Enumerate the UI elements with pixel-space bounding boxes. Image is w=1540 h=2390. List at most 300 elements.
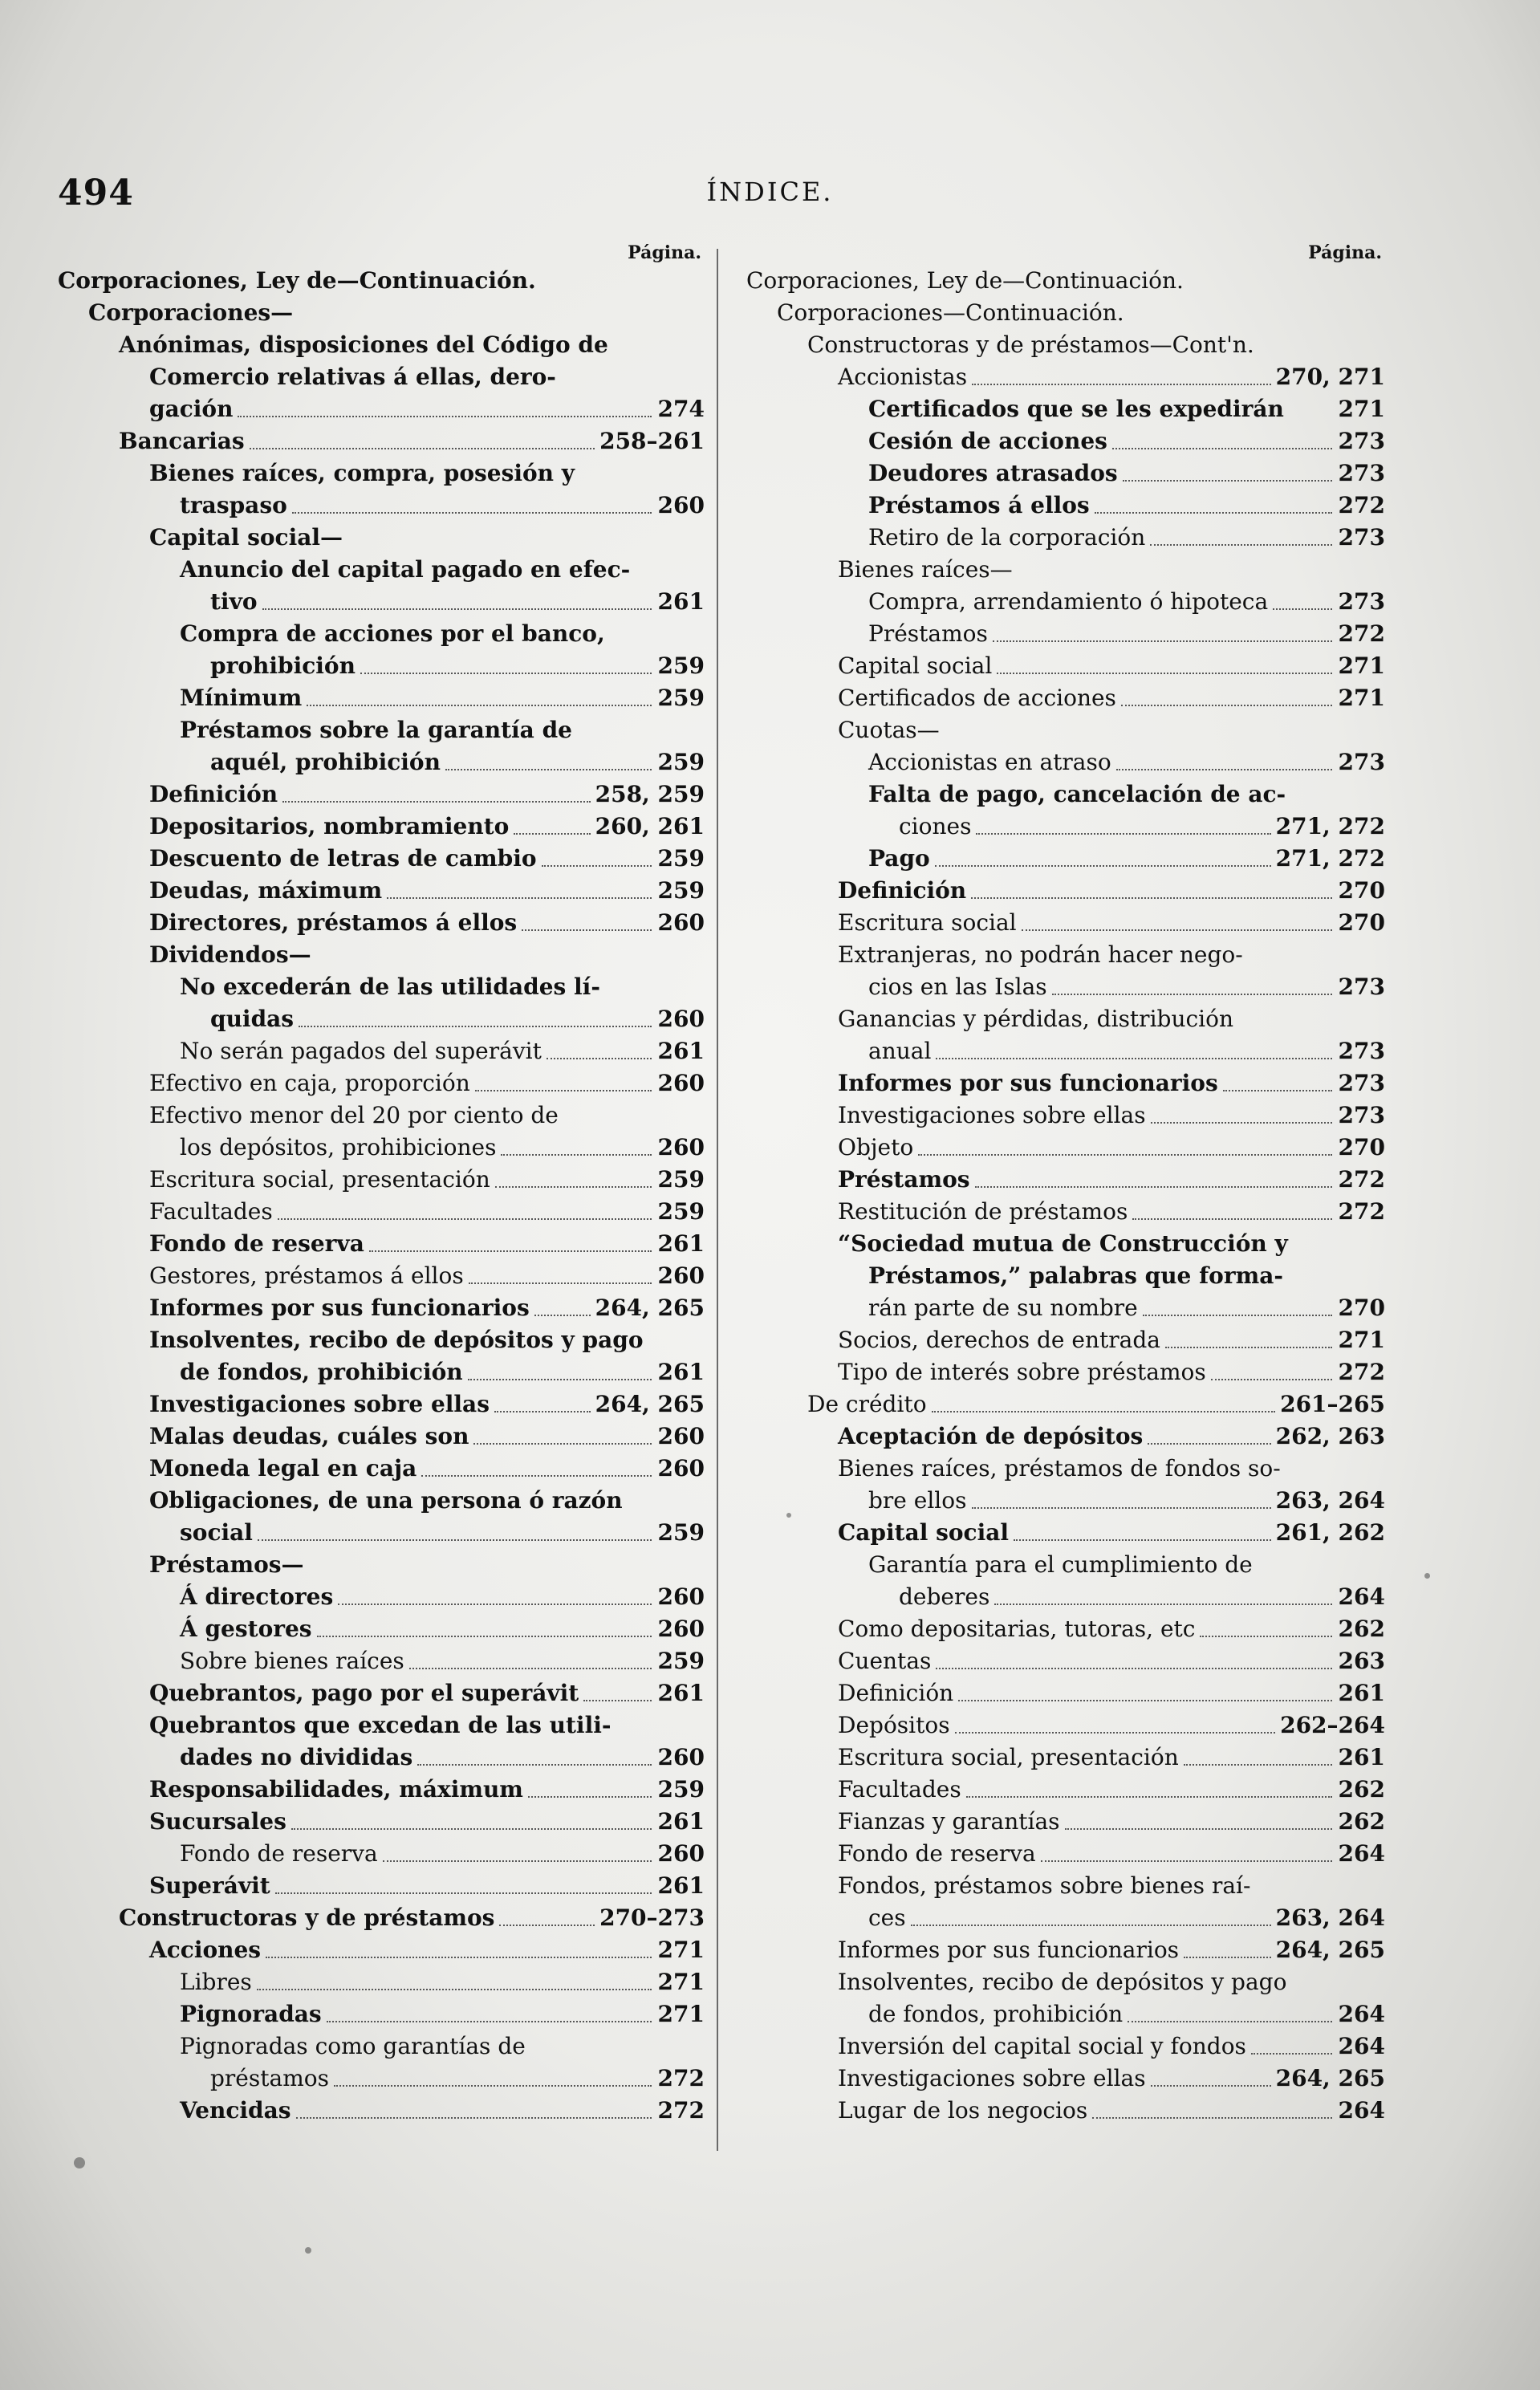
dot-leader bbox=[307, 705, 652, 706]
dot-leader bbox=[993, 640, 1332, 642]
dot-leader bbox=[258, 1539, 652, 1541]
index-entry-page: 260 bbox=[657, 492, 705, 518]
index-entry bbox=[58, 811, 705, 843]
dot-leader bbox=[499, 1925, 595, 1926]
index-entry bbox=[58, 746, 705, 778]
index-entry-text: Retiro de la corporación bbox=[868, 524, 1146, 551]
index-entry bbox=[746, 746, 1385, 778]
index-entry bbox=[58, 1742, 705, 1774]
index-entry bbox=[746, 971, 1385, 1003]
dot-leader bbox=[1273, 608, 1332, 610]
index-entry bbox=[746, 1742, 1385, 1774]
dot-leader bbox=[262, 608, 652, 610]
index-entry-page: 262 bbox=[1338, 1776, 1385, 1803]
index-entry bbox=[746, 1709, 1385, 1742]
index-entry bbox=[58, 457, 705, 490]
index-entry-text: Insolventes, recibo de depósitos y pago bbox=[149, 1327, 644, 1353]
dot-leader bbox=[514, 833, 590, 835]
index-entry-page: 273 bbox=[1338, 524, 1385, 551]
dot-leader bbox=[1116, 769, 1332, 770]
index-entry-text: Pignoradas bbox=[180, 2001, 322, 2027]
index-entry-page: 264 bbox=[1338, 2097, 1385, 2124]
index-entry-page: 259 bbox=[657, 877, 705, 904]
index-entry-page: 271 bbox=[657, 1969, 705, 1995]
index-entry-text: Fianzas y garantías bbox=[838, 1808, 1060, 1835]
index-entry bbox=[746, 554, 1385, 586]
index-entry-text: Vencidas bbox=[180, 2097, 291, 2124]
index-entry-text: De crédito bbox=[807, 1391, 927, 1417]
dot-leader bbox=[275, 1892, 652, 1894]
scan-speck bbox=[305, 2247, 311, 2254]
dot-leader bbox=[966, 1796, 1332, 1798]
index-entry-text: Directores, préstamos á ellos bbox=[149, 909, 518, 936]
index-entry-page: 260 bbox=[657, 1455, 705, 1482]
index-entry bbox=[746, 1549, 1385, 1581]
index-entry-text: Depósitos bbox=[838, 1712, 950, 1738]
dot-leader bbox=[1165, 1347, 1332, 1348]
index-entry-text: Bancarias bbox=[119, 428, 245, 454]
index-entry-page: 270 bbox=[1338, 909, 1385, 936]
index-entry-text: Pignoradas como garantías de bbox=[180, 2033, 526, 2059]
index-entry bbox=[746, 1099, 1385, 1132]
index-entry-text: Accionistas bbox=[838, 364, 968, 390]
index-entry-text: Bienes raíces— bbox=[838, 556, 1013, 583]
index-entry bbox=[58, 618, 705, 650]
index-entry bbox=[58, 1453, 705, 1485]
dot-leader bbox=[1132, 1218, 1332, 1220]
index-entry bbox=[746, 778, 1385, 811]
index-entry-text: los depósitos, prohibiciones bbox=[180, 1134, 497, 1160]
index-entry-text: Depositarios, nombramiento bbox=[149, 813, 510, 839]
index-entry-text: Gestores, préstamos á ellos bbox=[149, 1262, 464, 1289]
index-entry bbox=[746, 297, 1385, 329]
dot-leader bbox=[468, 1379, 652, 1380]
index-entry-page: 272 bbox=[657, 2065, 705, 2091]
dot-leader bbox=[445, 769, 652, 770]
dot-leader bbox=[495, 1186, 652, 1188]
index-entry-page: 273 bbox=[1338, 1102, 1385, 1128]
index-entry-text: anual bbox=[868, 1038, 932, 1064]
index-entry-page: 272 bbox=[1338, 1166, 1385, 1193]
index-entry-page: 271, 272 bbox=[1275, 813, 1385, 839]
index-entry-text: prohibición bbox=[210, 652, 356, 679]
index-entry-page: 260 bbox=[657, 1423, 705, 1449]
index-entry bbox=[58, 554, 705, 586]
index-entry-text: Fondo de reserva bbox=[838, 1840, 1036, 1867]
index-entry-text: Restitución de préstamos bbox=[838, 1198, 1128, 1225]
index-entry-text: Libres bbox=[180, 1969, 252, 1995]
dot-leader bbox=[534, 1315, 591, 1316]
index-entry-text: “Sociedad mutua de Construcción y bbox=[838, 1230, 1288, 1257]
index-entry bbox=[746, 811, 1385, 843]
index-entry-page: 264, 265 bbox=[595, 1295, 705, 1321]
index-entry bbox=[746, 1228, 1385, 1260]
index-entry bbox=[746, 1485, 1385, 1517]
index-entry bbox=[58, 682, 705, 714]
dot-leader bbox=[317, 1636, 652, 1637]
index-entry bbox=[58, 1902, 705, 1934]
index-entry-page: 271 bbox=[1338, 652, 1385, 679]
index-entry-text: bre ellos bbox=[868, 1487, 967, 1514]
index-entry bbox=[746, 1870, 1385, 1902]
index-entry-page: 263, 264 bbox=[1275, 1904, 1385, 1931]
index-entry-text: Tipo de interés sobre préstamos bbox=[838, 1359, 1206, 1385]
index-entry-text: Deudores atrasados bbox=[868, 460, 1118, 486]
dot-leader bbox=[1148, 1443, 1270, 1445]
index-entry-page: 260 bbox=[657, 1134, 705, 1160]
index-entry bbox=[746, 1645, 1385, 1677]
index-entry bbox=[58, 1324, 705, 1356]
index-entry bbox=[746, 393, 1385, 425]
dot-leader bbox=[1112, 448, 1332, 449]
dot-leader bbox=[1184, 1764, 1332, 1766]
index-entry bbox=[58, 425, 705, 457]
dot-leader bbox=[1092, 2117, 1332, 2119]
pagina-label: Página. bbox=[1308, 242, 1382, 263]
index-entry-page: 259 bbox=[657, 1648, 705, 1674]
dot-leader bbox=[1211, 1379, 1332, 1380]
index-entry-text: Deudas, máximum bbox=[149, 877, 383, 904]
dot-leader bbox=[1052, 994, 1332, 995]
index-entry-text: Extranjeras, no podrán hacer nego- bbox=[838, 941, 1243, 968]
index-entry bbox=[746, 650, 1385, 682]
index-entry-text: rán parte de su nombre bbox=[868, 1295, 1138, 1321]
dot-leader bbox=[528, 1796, 652, 1798]
index-entry bbox=[746, 1356, 1385, 1388]
index-entry-text: social bbox=[180, 1519, 253, 1546]
index-entry-text: Constructoras y de préstamos—Cont'n. bbox=[807, 331, 1254, 358]
dot-leader bbox=[360, 673, 652, 674]
dot-leader bbox=[494, 1411, 591, 1412]
dot-leader bbox=[1251, 2053, 1332, 2055]
index-entry-text: Definición bbox=[838, 877, 967, 904]
index-entry-page: 259 bbox=[657, 845, 705, 872]
index-entry-text: Fondo de reserva bbox=[149, 1230, 364, 1257]
index-entry-page: 260 bbox=[657, 1006, 705, 1032]
dot-leader bbox=[958, 1700, 1332, 1701]
dot-leader bbox=[1151, 1122, 1332, 1124]
index-entry-page: 262–264 bbox=[1280, 1712, 1385, 1738]
index-entry-text: Moneda legal en caja bbox=[149, 1455, 417, 1482]
index-entry-text: Escritura social bbox=[838, 909, 1017, 936]
index-entry-text: Quebrantos, pago por el superávit bbox=[149, 1680, 579, 1706]
index-entry-page: 264 bbox=[1338, 1840, 1385, 1867]
index-entry bbox=[746, 1806, 1385, 1838]
index-entry-page: 272 bbox=[1338, 492, 1385, 518]
index-entry-text: Sucursales bbox=[149, 1808, 286, 1835]
index-entry bbox=[58, 1581, 705, 1613]
dot-leader bbox=[1143, 1315, 1332, 1316]
index-entry bbox=[58, 1677, 705, 1709]
index-entry bbox=[746, 1292, 1385, 1324]
index-entry-page: 272 bbox=[1338, 620, 1385, 647]
index-entry-text: Anónimas, disposiciones del Código de bbox=[119, 331, 608, 358]
index-entry-page: 271, 272 bbox=[1275, 845, 1385, 872]
index-entry-page: 261 bbox=[657, 588, 705, 615]
index-entry bbox=[746, 522, 1385, 554]
index-entry-page: 264, 265 bbox=[1275, 1937, 1385, 1963]
dot-leader bbox=[292, 512, 652, 514]
index-entry-text: cios en las Islas bbox=[868, 973, 1047, 1000]
index-entry-text: Aceptación de depósitos bbox=[838, 1423, 1144, 1449]
index-entry-page: 258–261 bbox=[599, 428, 705, 454]
index-entry-page: 270, 271 bbox=[1275, 364, 1385, 390]
dot-leader bbox=[972, 1507, 1271, 1509]
index-entry bbox=[58, 1485, 705, 1517]
index-entry bbox=[746, 843, 1385, 875]
index-entry-text: Corporaciones— bbox=[88, 299, 294, 326]
dot-leader bbox=[250, 448, 595, 449]
index-entry bbox=[746, 1517, 1385, 1549]
index-entry-text: Bienes raíces, compra, posesión y bbox=[149, 460, 575, 486]
index-entry-page: 272 bbox=[1338, 1359, 1385, 1385]
index-entry-text: Mínimum bbox=[180, 685, 303, 711]
index-entry-page: 271 bbox=[1338, 1327, 1385, 1353]
index-entry-text: Cuentas bbox=[838, 1648, 932, 1674]
index-entry bbox=[58, 1260, 705, 1292]
dot-leader bbox=[542, 865, 652, 867]
dot-leader bbox=[409, 1668, 652, 1669]
index-entry-page: 273 bbox=[1338, 1070, 1385, 1096]
index-entry-page: 258, 259 bbox=[595, 781, 705, 807]
dot-leader bbox=[1223, 1090, 1332, 1091]
dot-leader bbox=[334, 2085, 652, 2087]
index-entry bbox=[746, 907, 1385, 939]
index-entry-text: Investigaciones sobre ellas bbox=[838, 2065, 1146, 2091]
index-entry bbox=[58, 1388, 705, 1421]
index-entry-text: aquél, prohibición bbox=[210, 749, 441, 775]
index-entry-page: 271 bbox=[657, 1937, 705, 1963]
index-entry bbox=[746, 618, 1385, 650]
dot-leader bbox=[338, 1603, 652, 1605]
dot-leader bbox=[417, 1764, 652, 1766]
index-entry-text: Insolventes, recibo de depósitos y pago bbox=[838, 1969, 1287, 1995]
index-entry bbox=[58, 297, 705, 329]
index-entry bbox=[746, 2095, 1385, 2127]
index-entry-text: Superávit bbox=[149, 1872, 270, 1899]
index-entry bbox=[746, 1581, 1385, 1613]
dot-leader bbox=[994, 1603, 1332, 1605]
dot-leader bbox=[278, 1218, 652, 1220]
index-entry bbox=[746, 1453, 1385, 1485]
index-entry-page: 263, 264 bbox=[1275, 1487, 1385, 1514]
dot-leader bbox=[935, 865, 1271, 867]
index-entry-text: Obligaciones, de una persona ó razón bbox=[149, 1487, 623, 1514]
index-entry bbox=[746, 1164, 1385, 1196]
index-entry-text: Préstamos sobre la garantía de bbox=[180, 717, 572, 743]
dot-leader bbox=[1150, 544, 1332, 546]
index-entry-page: 273 bbox=[1338, 460, 1385, 486]
index-entry bbox=[58, 939, 705, 971]
index-entry-text: Capital social— bbox=[149, 524, 343, 551]
index-entry bbox=[58, 1196, 705, 1228]
index-entry-text: Anuncio del capital pagado en efec- bbox=[180, 556, 631, 583]
index-entry-page: 261 bbox=[1338, 1744, 1385, 1770]
index-entry bbox=[58, 650, 705, 682]
dot-leader bbox=[1121, 705, 1332, 706]
index-entry-text: Bienes raíces, préstamos de fondos so- bbox=[838, 1455, 1281, 1482]
dot-leader bbox=[299, 1026, 652, 1027]
dot-leader bbox=[932, 1411, 1276, 1412]
index-entry-text: Informes por sus funcionarios bbox=[838, 1070, 1218, 1096]
index-entry-text: Definición bbox=[838, 1680, 954, 1706]
dot-leader bbox=[936, 1668, 1332, 1669]
index-entry bbox=[58, 1870, 705, 1902]
index-entry-text: Definición bbox=[149, 781, 278, 807]
running-head: ÍNDICE. bbox=[706, 177, 834, 207]
index-entry bbox=[58, 1003, 705, 1035]
index-entry-page: 259 bbox=[657, 1198, 705, 1225]
index-entry-text: Corporaciones—Continuación. bbox=[777, 299, 1124, 326]
index-entry bbox=[58, 1806, 705, 1838]
index-entry bbox=[746, 939, 1385, 971]
index-entry-text: Certificados que se les expedirán bbox=[868, 396, 1284, 422]
index-entry-page: 259 bbox=[657, 749, 705, 775]
index-entry-text: Inversión del capital social y fondos bbox=[838, 2033, 1246, 2059]
index-entry-text: Préstamos bbox=[868, 620, 988, 647]
index-entry-page: 260 bbox=[657, 1840, 705, 1867]
index-entry bbox=[746, 265, 1385, 297]
index-entry-text: ciones bbox=[899, 813, 972, 839]
index-entry bbox=[746, 1838, 1385, 1870]
index-entry-text: Garantía para el cumplimiento de bbox=[868, 1551, 1253, 1578]
index-entries-right bbox=[746, 265, 1385, 2127]
dot-leader bbox=[976, 833, 1270, 835]
index-entry-text: Préstamos á ellos bbox=[868, 492, 1090, 518]
index-entry-page: 270–273 bbox=[599, 1904, 705, 1931]
index-entry-page: 260 bbox=[657, 1070, 705, 1096]
index-entry-text: Cesión de acciones bbox=[868, 428, 1107, 454]
index-entry-page: 273 bbox=[1338, 973, 1385, 1000]
dot-leader bbox=[522, 929, 652, 931]
index-entry-text: dades no divididas bbox=[180, 1744, 413, 1770]
index-entry-page: 261 bbox=[657, 1872, 705, 1899]
index-entry-text: Constructoras y de préstamos bbox=[119, 1904, 495, 1931]
index-entry-text: de fondos, prohibición bbox=[868, 2001, 1124, 2027]
index-entry bbox=[58, 265, 705, 297]
index-entry-page: 273 bbox=[1338, 428, 1385, 454]
page-number: 494 bbox=[58, 173, 134, 213]
index-entry bbox=[58, 1998, 705, 2030]
dot-leader bbox=[1184, 1957, 1271, 1958]
index-entry-text: gación bbox=[149, 396, 234, 422]
index-entry-page: 272 bbox=[657, 2097, 705, 2124]
index-entry bbox=[58, 2063, 705, 2095]
index-entry-page: 260 bbox=[657, 1616, 705, 1642]
index-entry-page: 273 bbox=[1338, 1038, 1385, 1064]
index-entry-text: Á gestores bbox=[180, 1616, 312, 1642]
index-entry bbox=[746, 425, 1385, 457]
index-entry bbox=[58, 1356, 705, 1388]
dot-leader bbox=[936, 1058, 1332, 1059]
index-entry bbox=[58, 490, 705, 522]
index-entry bbox=[746, 1934, 1385, 1966]
index-entry bbox=[746, 1998, 1385, 2030]
index-entry-text: Dividendos— bbox=[149, 941, 311, 968]
dot-leader bbox=[1065, 1828, 1332, 1830]
dot-leader bbox=[1200, 1636, 1332, 1637]
index-entry-text: Pago bbox=[868, 845, 930, 872]
dot-leader bbox=[1022, 929, 1332, 931]
index-entry-text: Préstamos,” palabras que forma- bbox=[868, 1262, 1283, 1289]
index-entry-text: Falta de pago, cancelación de ac- bbox=[868, 781, 1286, 807]
index-entry bbox=[746, 1902, 1385, 1934]
index-entry bbox=[58, 2030, 705, 2063]
index-entry-text: Á directores bbox=[180, 1583, 334, 1610]
dot-leader bbox=[971, 897, 1332, 899]
index-entry-page: 264 bbox=[1338, 2001, 1385, 2027]
index-entry bbox=[746, 2030, 1385, 2063]
dot-leader bbox=[469, 1282, 652, 1284]
dot-leader bbox=[1151, 2085, 1271, 2087]
dot-leader bbox=[972, 384, 1271, 385]
index-entry-page: 270 bbox=[1338, 1295, 1385, 1321]
index-entry bbox=[58, 1838, 705, 1870]
index-entry-page: 261 bbox=[657, 1808, 705, 1835]
dot-leader bbox=[501, 1154, 652, 1156]
scan-speck bbox=[786, 1513, 791, 1518]
index-entry-page: 263 bbox=[1338, 1648, 1385, 1674]
dot-leader bbox=[296, 2117, 652, 2119]
index-entry-text: traspaso bbox=[180, 492, 287, 518]
dot-leader bbox=[475, 1090, 652, 1091]
index-entry-page: 260 bbox=[657, 1262, 705, 1289]
dot-leader bbox=[473, 1443, 652, 1445]
index-entry-page: 262 bbox=[1338, 1808, 1385, 1835]
index-entry bbox=[58, 875, 705, 907]
index-entry bbox=[58, 1132, 705, 1164]
index-entry-text: Sobre bienes raíces bbox=[180, 1648, 404, 1674]
index-column-left bbox=[58, 241, 705, 2127]
index-entry-text: Facultades bbox=[838, 1776, 961, 1803]
index-entry-text: Escritura social, presentación bbox=[838, 1744, 1179, 1770]
index-entry-text: Facultades bbox=[149, 1198, 273, 1225]
index-entry bbox=[58, 1067, 705, 1099]
index-entry bbox=[746, 2063, 1385, 2095]
dot-leader bbox=[1014, 1539, 1271, 1541]
index-entry-page: 271 bbox=[1338, 685, 1385, 711]
index-entry-text: Informes por sus funcionarios bbox=[149, 1295, 530, 1321]
index-entry-page: 260 bbox=[657, 909, 705, 936]
index-entry bbox=[746, 875, 1385, 907]
index-entry bbox=[58, 1966, 705, 1998]
index-entry-text: Fondos, préstamos sobre bienes raí- bbox=[838, 1872, 1251, 1899]
index-entry-page: 260, 261 bbox=[595, 813, 705, 839]
index-entry-text: Como depositarias, tutoras, etc bbox=[838, 1616, 1196, 1642]
index-entry-page: 270 bbox=[1338, 1134, 1385, 1160]
index-entry-page: 264 bbox=[1338, 1583, 1385, 1610]
index-entry-text: Acciones bbox=[149, 1937, 262, 1963]
index-entry-page: 271 bbox=[657, 2001, 705, 2027]
dot-leader bbox=[911, 1925, 1271, 1926]
index-entry-page: 271 bbox=[1338, 396, 1385, 422]
dot-leader bbox=[327, 2021, 652, 2022]
dot-leader bbox=[955, 1732, 1275, 1734]
index-entry bbox=[746, 1196, 1385, 1228]
index-entry-page: 259 bbox=[657, 685, 705, 711]
index-entry bbox=[746, 1132, 1385, 1164]
dot-leader bbox=[1095, 512, 1332, 514]
index-entry-text: Efectivo menor del 20 por ciento de bbox=[149, 1102, 559, 1128]
index-entry-text: Comercio relativas á ellas, dero- bbox=[149, 364, 556, 390]
index-entry-page: 261 bbox=[657, 1038, 705, 1064]
dot-leader bbox=[266, 1957, 652, 1958]
index-entries-left bbox=[58, 265, 705, 2127]
index-entry-page: 259 bbox=[657, 1166, 705, 1193]
dot-leader bbox=[1128, 2021, 1332, 2022]
index-entry bbox=[746, 1613, 1385, 1645]
index-entry-page: 260 bbox=[657, 1744, 705, 1770]
